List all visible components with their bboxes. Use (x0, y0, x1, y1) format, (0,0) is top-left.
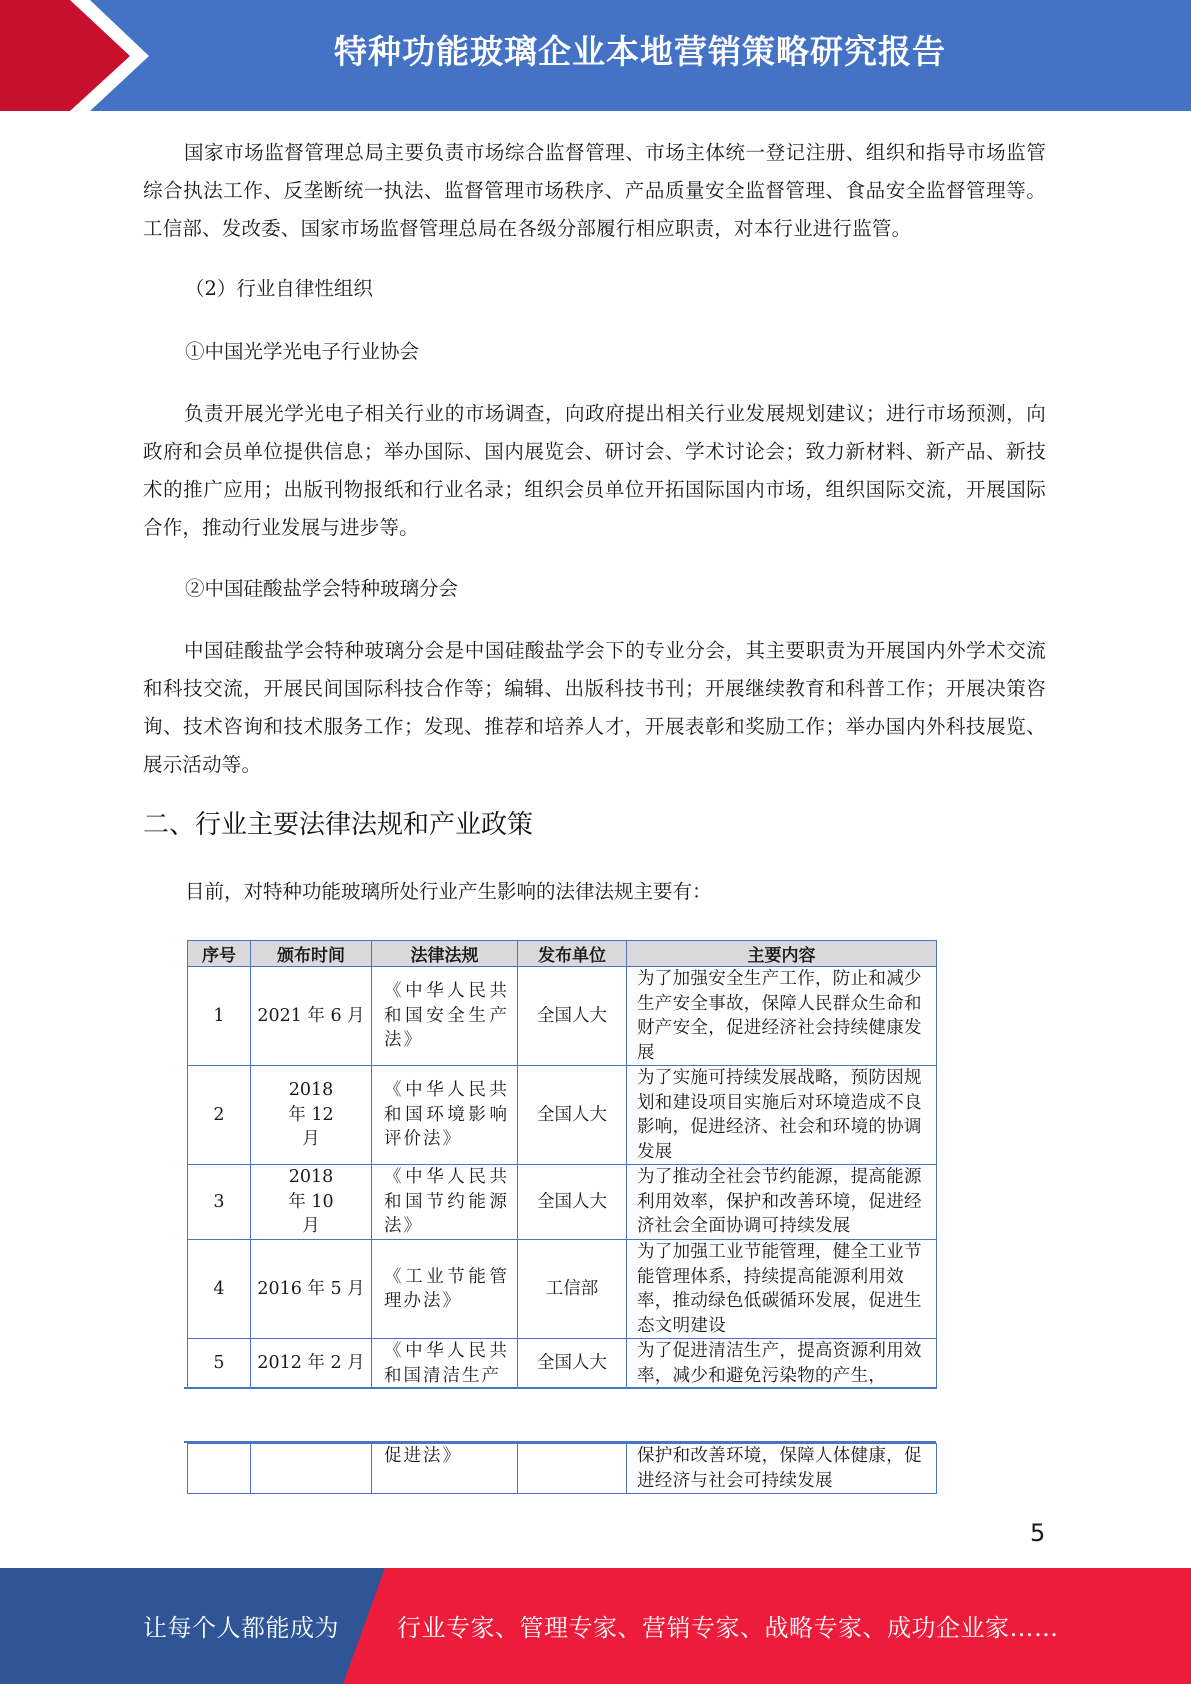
page-footer (0, 1568, 1191, 1684)
col-header-no: 序号 (188, 941, 251, 967)
row-date: 2021 年 6 月 (251, 967, 372, 1066)
footer-slogan-right: 行业专家、管理专家、营销专家、战略专家、成功企业家…… (397, 1614, 1059, 1642)
table-row (188, 967, 937, 1066)
row-content: 为了加强安全生产工作，防止和减少生产安全事故，保障人民群众生命和财产安全，促进经济社会持续健康发展 (627, 967, 937, 1066)
table-row (188, 1444, 937, 1494)
page-header (0, 0, 1191, 111)
row-no: 2 (188, 1066, 251, 1165)
page-number: 5 (1030, 1519, 1046, 1547)
row-date: 2018 年 12 月 (251, 1066, 372, 1165)
regulator-paragraph: 国家市场监督管理总局主要负责市场综合监督管理、市场主体统一登记注册、组织和指导市场监管综合执法工作、反垄断统一执法、监督管理市场秩序、产品质量安全监督管理、食品安全监督管理等。工信部、发改委、国家市场监督管理总局在各级分部履行相应职责，对本行业进行监管。 (143, 141, 1046, 240)
row-date: 2018 年 10 月 (251, 1165, 372, 1240)
header-arrow-decoration (0, 0, 240, 111)
row-law: 《中华人民共和国节约能源法》 (372, 1165, 518, 1240)
row-issuer: 全国人大 (518, 967, 627, 1066)
row-content: 为了实施可持续发展战略，预防因规划和建设项目实施后对环境造成不良影响，促进经济、社会和环境的协调发展 (627, 1066, 937, 1165)
row-content: 为了加强工业节能管理，健全工业节能管理体系，持续提高能源利用效率，推动绿色低碳循环发展，促进生态文明建设 (627, 1240, 937, 1339)
row-law: 《工业节能管理办法》 (372, 1240, 518, 1339)
col-header-law: 法律法规 (372, 941, 518, 967)
col-header-date: 颁布时间 (251, 941, 372, 967)
row-content: 为了推动全社会节约能源，提高能源利用效率，保护和改善环境，促进经济社会全面协调可持续发展 (627, 1165, 937, 1240)
table-row (188, 1339, 937, 1389)
regulations-table (187, 940, 937, 1389)
row-law: 《中华人民共和国环境影响评价法》 (372, 1066, 518, 1165)
table-row (188, 1240, 937, 1339)
row-issuer: 全国人大 (518, 1066, 627, 1165)
header-title: 特种功能玻璃企业本地营销策略研究报告 (334, 32, 946, 71)
table-intro: 目前，对特种功能玻璃所处行业产生影响的法律法规主要有： (185, 880, 712, 903)
row-content: 为了促进清洁生产，提高资源利用效率，减少和避免污染物的产生， (627, 1339, 937, 1389)
row-date: 2016 年 5 月 (251, 1240, 372, 1339)
row-content: 保护和改善环境，保障人体健康，促进经济与社会可持续发展 (627, 1444, 937, 1494)
row-law: 促进法》 (372, 1444, 518, 1494)
row-date: 2012 年 2 月 (251, 1339, 372, 1389)
org2-title: ②中国硅酸盐学会特种玻璃分会 (185, 577, 459, 600)
row-law: 《中华人民共和国安全生产法》 (372, 967, 518, 1066)
org2-description: 中国硅酸盐学会特种玻璃分会是中国硅酸盐学会下的专业分会，其主要职责为开展国内外学术交流和科技交流，开展民间国际科技合作等；编辑、出版科技书刊；开展继续教育和科普工作；开展决策咨询、技术咨询和技术服务工作；发现、推荐和培养人才，开展表彰和奖励工作；举办国内外科技展览、展示活动等。 (143, 639, 1046, 776)
section-heading: 二、行业主要法律法规和产业政策 (143, 810, 534, 840)
regulations-table-continuation (187, 1443, 937, 1494)
row-no: 1 (188, 967, 251, 1066)
row-issuer: 工信部 (518, 1240, 627, 1339)
row-no (188, 1444, 251, 1494)
table-header-row (188, 941, 937, 967)
table-row (188, 1165, 937, 1240)
col-header-issuer: 发布单位 (518, 941, 627, 967)
row-no: 5 (188, 1339, 251, 1389)
row-no: 3 (188, 1165, 251, 1240)
sub-heading-self-regulatory: （2）行业自律性组织 (185, 277, 373, 300)
row-issuer: 全国人大 (518, 1339, 627, 1389)
row-law: 《中华人民共和国清洁生产 (372, 1339, 518, 1389)
row-issuer (518, 1444, 627, 1494)
row-issuer: 全国人大 (518, 1165, 627, 1240)
org1-title: ①中国光学光电子行业协会 (185, 340, 420, 363)
table-page-break-line (184, 1387, 936, 1389)
org1-description: 负责开展光学光电子相关行业的市场调查，向政府提出相关行业发展规划建议；进行市场预测，向政府和会员单位提供信息；举办国际、国内展览会、研讨会、学术讨论会；致力新材料、新产品、新技术的推广应用；出版刊物报纸和行业名录；组织会员单位开拓国际国内市场，组织国际交流，开展国际合作，推动行业发展与进步等。 (143, 402, 1046, 539)
row-no: 4 (188, 1240, 251, 1339)
col-header-content: 主要内容 (627, 941, 937, 967)
row-date (251, 1444, 372, 1494)
footer-slogan-left: 让每个人都能成为 (143, 1614, 339, 1642)
table-row (188, 1066, 937, 1165)
